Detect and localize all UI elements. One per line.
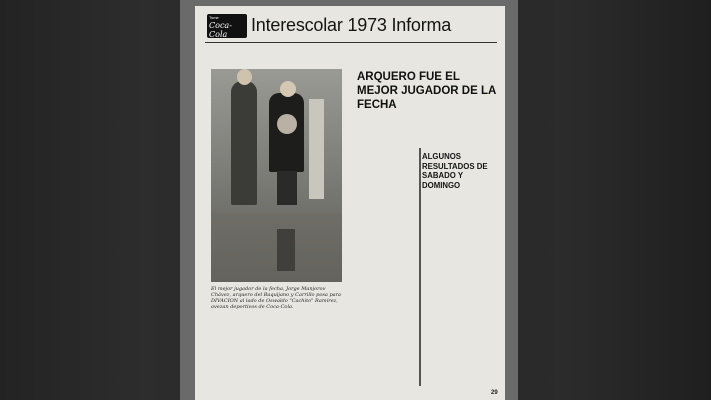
article-headline: ARQUERO FUE EL MEJOR JUGADOR DE LA FECHA [357, 71, 496, 111]
page-header [195, 6, 505, 46]
article-body-col1 [350, 102, 411, 390]
coca-cola-logo [207, 14, 247, 38]
results-list [424, 194, 494, 382]
article-photo [211, 69, 342, 282]
article-body-col2 [422, 102, 494, 147]
magazine-page [195, 6, 505, 400]
logo-brand-text: Coca-Cola [209, 21, 232, 39]
page-number: 29 [491, 390, 498, 396]
header-rule [205, 42, 497, 43]
results-sidebar [422, 152, 494, 189]
photo-caption: El mejor jugador de la fecha, Jorge Manjorov Chávez, arquero del Baquijano y Carrillo posa para DIVACION al lado de Oswaldo "Cachito" Ramírez, avezan deportivos de Coca-Cola. [211, 286, 342, 310]
article-body-col0 [211, 312, 342, 390]
page-title: Interescolar 1973 Informa [251, 15, 452, 35]
logo-top-text: Tome [209, 15, 219, 20]
sidebar-title: ALGUNOS RESULTADOS DE SABADO Y DOMINGO [422, 152, 488, 190]
sidebar-rule [419, 148, 421, 386]
